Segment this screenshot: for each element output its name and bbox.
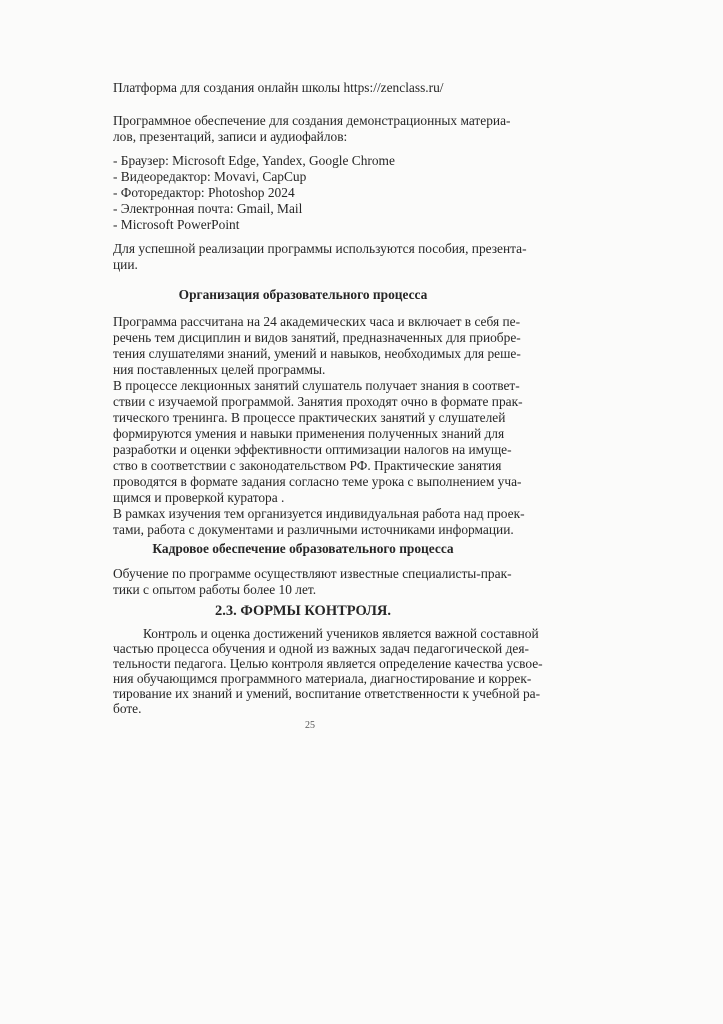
materials-line: Для успешной реализации программы используются пособия, презента- — [113, 241, 527, 256]
organization-line: ствии с изучаемой программой. Занятия проходят очно в формате прак- — [113, 394, 523, 409]
organization-line: В процессе лекционных занятий слушатель получает знания в соответ- — [113, 378, 520, 393]
control-line: боте. — [113, 701, 142, 716]
staff-line: Обучение по программе осуществляют известные специалисты-прак- — [113, 566, 512, 581]
software-list-item: - Фоторедактор: Photoshop 2024 — [113, 185, 295, 200]
software-list-item: - Видеоредактор: Movavi, CapCup — [113, 169, 307, 184]
section-heading-staff: Кадровое обеспечение образовательного процесса — [152, 541, 454, 556]
control-line: тельности педагога. Целью контроля является определение качества усвое- — [113, 656, 543, 671]
software-list-item: - Браузер: Microsoft Edge, Yandex, Google Chrome — [113, 153, 395, 168]
software-list-item: - Электронная почта: Gmail, Mail — [113, 201, 303, 216]
software-intro-line: Программное обеспечение для создания демонстрационных материа- — [113, 113, 511, 128]
software-intro-line: лов, презентаций, записи и аудиофайлов: — [113, 129, 348, 144]
page-number: 25 — [305, 720, 315, 731]
organization-line: ния поставленных целей программы. — [113, 362, 326, 377]
materials-line: ции. — [113, 257, 138, 272]
organization-line: речень тем дисциплин и видов занятий, предназначенных для приобре- — [113, 330, 521, 345]
organization-line: тения слушателями знаний, умений и навыков, необходимых для реше- — [113, 346, 521, 361]
control-line: Контроль и оценка достижений учеников является важной составной — [143, 626, 539, 641]
software-list-item: - Microsoft PowerPoint — [113, 217, 240, 232]
organization-line: тами, работа с документами и различными источниками информации. — [113, 522, 514, 537]
staff-line: тики с опытом работы более 10 лет. — [113, 582, 317, 597]
organization-line: ство в соответствии с законодательством РФ. Практические занятия — [113, 458, 502, 473]
organization-line: В рамках изучения тем организуется индивидуальная работа над проек- — [113, 506, 525, 521]
organization-line: Программа рассчитана на 24 академических часа и включает в себя пе- — [113, 314, 521, 329]
platform-line: Платформа для создания онлайн школы https://zenclass.ru/ — [113, 80, 444, 95]
organization-line: тического тренинга. В процессе практических занятий у слушателей — [113, 410, 506, 425]
section-heading-control: 2.3. ФОРМЫ КОНТРОЛЯ. — [214, 603, 392, 619]
control-line: тирование их знаний и умений, воспитание ответственности к учебной ра- — [113, 686, 541, 701]
section-heading-organization: Организация образовательного процесса — [178, 287, 428, 302]
organization-line: разработки и оценки эффективности оптимизации налогов на имуще- — [113, 442, 512, 457]
organization-line: формируются умения и навыки применения полученных знаний для — [113, 426, 505, 441]
organization-line: щимся и проверкой куратора . — [113, 490, 285, 505]
control-line: частью процесса обучения и одной из важных задач педагогической дея- — [113, 641, 529, 656]
control-line: ния обучающимся программного материала, диагностирование и коррек- — [113, 671, 532, 686]
organization-line: проводятся в формате задания согласно теме урока с выполнением уча- — [113, 474, 522, 489]
